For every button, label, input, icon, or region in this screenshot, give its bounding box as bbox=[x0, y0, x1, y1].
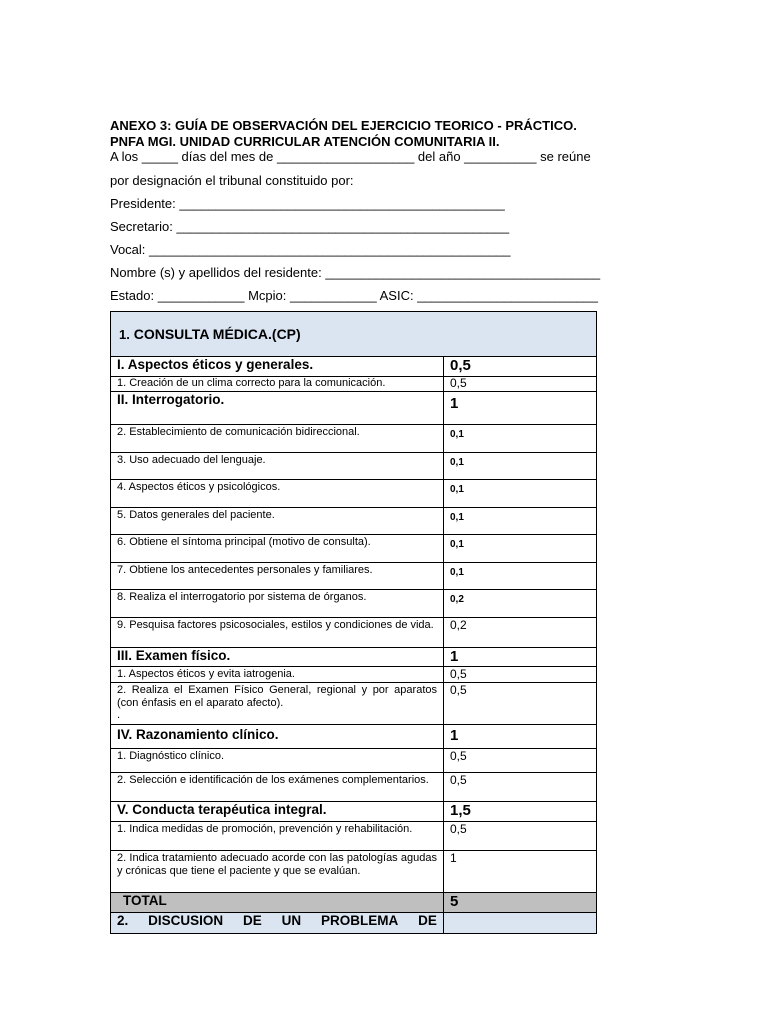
item-label: 2. Establecimiento de comunicación bidireccional. bbox=[111, 424, 444, 452]
table-title-number: 1. bbox=[119, 327, 130, 342]
item-label: 2. Selección e identificación de los exámenes complementarios. bbox=[111, 772, 444, 801]
item-value: 0,1 bbox=[444, 424, 597, 452]
item-label: 1. Indica medidas de promoción, prevención y rehabilitación. bbox=[111, 821, 444, 850]
next-section-value bbox=[444, 912, 597, 933]
table-title bbox=[111, 312, 597, 357]
total-row bbox=[111, 892, 597, 912]
section-value: 1,5 bbox=[444, 801, 597, 821]
section-value: 1 bbox=[444, 724, 597, 748]
section-label: I. Aspectos éticos y generales. bbox=[111, 357, 444, 377]
next-section-row bbox=[111, 912, 597, 933]
total-value: 5 bbox=[444, 892, 597, 912]
item-value: 1 bbox=[444, 850, 597, 892]
next-section-title bbox=[111, 912, 444, 933]
date-line: A los _____ días del mes de ___________________ del año __________ se reúne bbox=[110, 149, 591, 164]
item-row bbox=[111, 534, 597, 562]
item-value: 0,5 bbox=[444, 772, 597, 801]
secretary-line: Secretario: ______________________________________________ bbox=[110, 219, 510, 234]
evaluation-table bbox=[110, 311, 597, 934]
section-value: 1 bbox=[444, 647, 597, 666]
item-value: 0,5 bbox=[444, 682, 597, 724]
item-trailing-dot: . bbox=[117, 708, 121, 721]
item-row bbox=[111, 821, 597, 850]
item-row bbox=[111, 772, 597, 801]
item-row bbox=[111, 452, 597, 479]
item-label: 1. Diagnóstico clínico. bbox=[111, 748, 444, 772]
next-section-word: DE bbox=[418, 912, 437, 928]
section-row bbox=[111, 647, 597, 666]
item-value: 0,1 bbox=[444, 452, 597, 479]
item-value: 0,5 bbox=[444, 377, 597, 392]
item-label: 1. Creación de un clima correcto para la comunicación. bbox=[111, 377, 444, 392]
item-label: 3. Uso adecuado del lenguaje. bbox=[111, 452, 444, 479]
item-row bbox=[111, 424, 597, 452]
item-label: 5. Datos generales del paciente. bbox=[111, 507, 444, 534]
section-label: III. Examen físico. bbox=[111, 647, 444, 666]
next-section-word: DE bbox=[243, 912, 262, 928]
resident-line: Nombre (s) y apellidos del residente: ______________________________________ bbox=[110, 265, 601, 280]
section-row bbox=[111, 801, 597, 821]
item-row bbox=[111, 682, 597, 724]
item-label: 1. Aspectos éticos y evita iatrogenia. bbox=[111, 666, 444, 682]
program-title: PNFA MGI. UNIDAD CURRICULAR ATENCIÓN COMUNITARIA II. bbox=[110, 134, 500, 149]
section-label: II. Interrogatorio. bbox=[111, 391, 444, 424]
next-section-number: 2. bbox=[117, 912, 129, 928]
item-value: 0,1 bbox=[444, 562, 597, 589]
section-row bbox=[111, 724, 597, 748]
tribunal-line: por designación el tribunal constituido por: bbox=[110, 173, 354, 188]
table-title-text: CONSULTA MÉDICA.(CP) bbox=[133, 326, 301, 342]
item-value: 0,1 bbox=[444, 479, 597, 507]
item-cell bbox=[111, 682, 444, 724]
item-value: 0,2 bbox=[444, 617, 597, 647]
item-row bbox=[111, 507, 597, 534]
item-value: 0,5 bbox=[444, 821, 597, 850]
item-row bbox=[111, 850, 597, 892]
item-row bbox=[111, 479, 597, 507]
next-section-word: PROBLEMA bbox=[321, 912, 399, 928]
item-label: 6. Obtiene el síntoma principal (motivo de consulta). bbox=[111, 534, 444, 562]
annex-title: ANEXO 3: GUÍA DE OBSERVACIÓN DEL EJERCICIO TEORICO - PRÁCTICO. bbox=[110, 118, 577, 133]
next-section-word: DISCUSION bbox=[148, 912, 224, 928]
item-value: 0,5 bbox=[444, 748, 597, 772]
section-value: 1 bbox=[444, 391, 597, 424]
location-line: Estado: ____________ Mcpio: ____________ ASIC: _________________________ bbox=[110, 288, 598, 303]
vocal-line: Vocal: __________________________________________________ bbox=[110, 242, 511, 257]
item-row bbox=[111, 377, 597, 392]
item-label: 9. Pesquisa factores psicosociales, estilos y condiciones de vida. bbox=[111, 617, 444, 647]
president-line: Presidente: _____________________________________________ bbox=[110, 196, 505, 211]
item-label: 7. Obtiene los antecedentes personales y familiares. bbox=[111, 562, 444, 589]
total-label: TOTAL bbox=[111, 892, 444, 912]
item-label: 4. Aspectos éticos y psicológicos. bbox=[111, 479, 444, 507]
table-title-row bbox=[111, 312, 597, 357]
item-value: 0,5 bbox=[444, 666, 597, 682]
item-row bbox=[111, 589, 597, 617]
item-value: 0,1 bbox=[444, 534, 597, 562]
item-row bbox=[111, 666, 597, 682]
item-row bbox=[111, 748, 597, 772]
section-label: V. Conducta terapéutica integral. bbox=[111, 801, 444, 821]
item-row bbox=[111, 562, 597, 589]
section-value: 0,5 bbox=[444, 357, 597, 377]
item-row bbox=[111, 617, 597, 647]
section-row bbox=[111, 357, 597, 377]
item-label: 2. Realiza el Examen Físico General, regional y por aparatos (con énfasis en el aparato afecto). bbox=[117, 683, 437, 709]
item-value: 0,2 bbox=[444, 589, 597, 617]
item-value: 0,1 bbox=[444, 507, 597, 534]
section-label: IV. Razonamiento clínico. bbox=[111, 724, 444, 748]
next-section-word: UN bbox=[281, 912, 302, 928]
section-row bbox=[111, 391, 597, 424]
item-label: 2. Indica tratamiento adecuado acorde con las patologías agudas y crónicas que tiene el paciente y que se evalúan. bbox=[111, 850, 444, 892]
item-label: 8. Realiza el interrogatorio por sistema de órganos. bbox=[111, 589, 444, 617]
